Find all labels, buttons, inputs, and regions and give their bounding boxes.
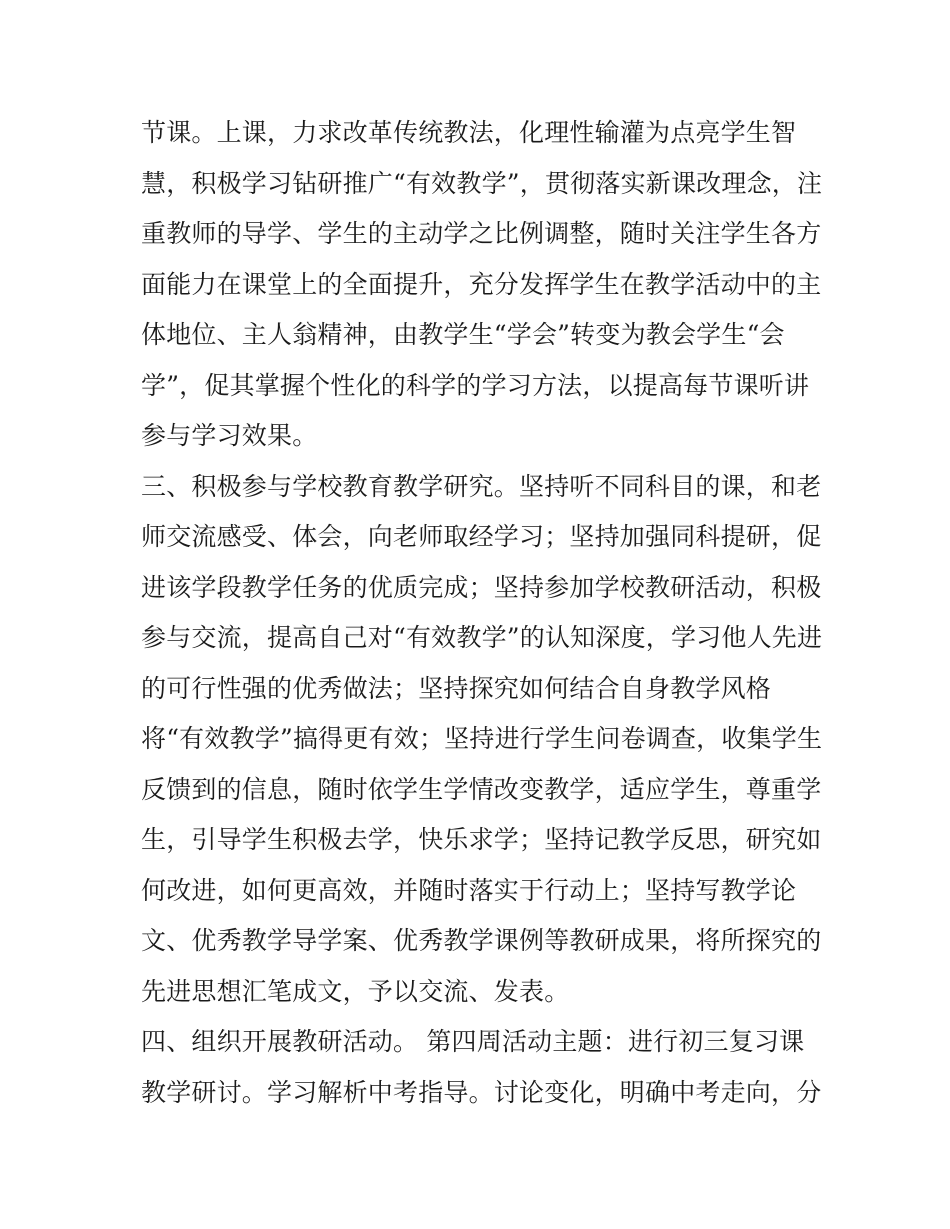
text-line: 面能力在课堂上的全面提升，充分发挥学生在教学活动中的主 [141, 269, 822, 299]
text-line: 节课。上课，力求改革传统教法，化理性输灌为点亮学生智 [141, 118, 797, 147]
text-line: 生，引导学生积极去学，快乐求学；坚持记教学反思，研究如 [141, 825, 822, 854]
text-line: 体地位、主人翁精神，由教学生“学会”转变为教会学生“会 [141, 320, 785, 349]
text-line: 将“有效教学”搞得更有效；坚持进行学生问卷调查，收集学生 [141, 724, 823, 753]
text-line: 学”，促其掌握个性化的科学的学习方法，以提高每节课听讲 [141, 370, 810, 400]
text-line: 参与学习效果。 [141, 421, 318, 450]
text-line: 文、优秀教学导学案、优秀教学课例等教研成果，将所探究的 [141, 926, 822, 955]
text-line: 教学研讨。学习解析中考指导。讨论变化，明确中考走向，分 [141, 1077, 822, 1107]
text-line: 何改进，如何更高效，并随时落实于行动上；坚持写教学论 [141, 875, 797, 905]
text-line: 反馈到的信息，随时依学生学情改变教学，适应学生，尊重学 [141, 774, 822, 804]
text-line: 先进思想汇笔成文，予以交流、发表。 [141, 976, 570, 1006]
text-line: 的可行性强的优秀做法；坚持探究如何结合自身教学风格 [141, 673, 772, 703]
text-line: 进该学段教学任务的优质完成；坚持参加学校教研活动，积极 [141, 572, 822, 602]
document-body [141, 108, 821, 1118]
text-line: 参与交流，提高自己对“有效教学”的认知深度，学习他人先进 [141, 623, 823, 652]
section-heading-line: 四、组织开展教研活动。 第四周活动主题：进行初三复习课 [141, 1027, 805, 1056]
text-line: 重教师的导学、学生的主动学之比例调整，随时关注学生各方 [141, 219, 822, 248]
section-heading-line: 三、积极参与学校教育教学研究。坚持听不同科目的课，和老 [141, 471, 822, 501]
text-line: 师交流感受、体会，向老师取经学习；坚持加强同科提研，促 [141, 522, 822, 551]
text-line: 慧，积极学习钻研推广“有效教学”，贯彻落实新课改理念，注 [141, 168, 823, 198]
